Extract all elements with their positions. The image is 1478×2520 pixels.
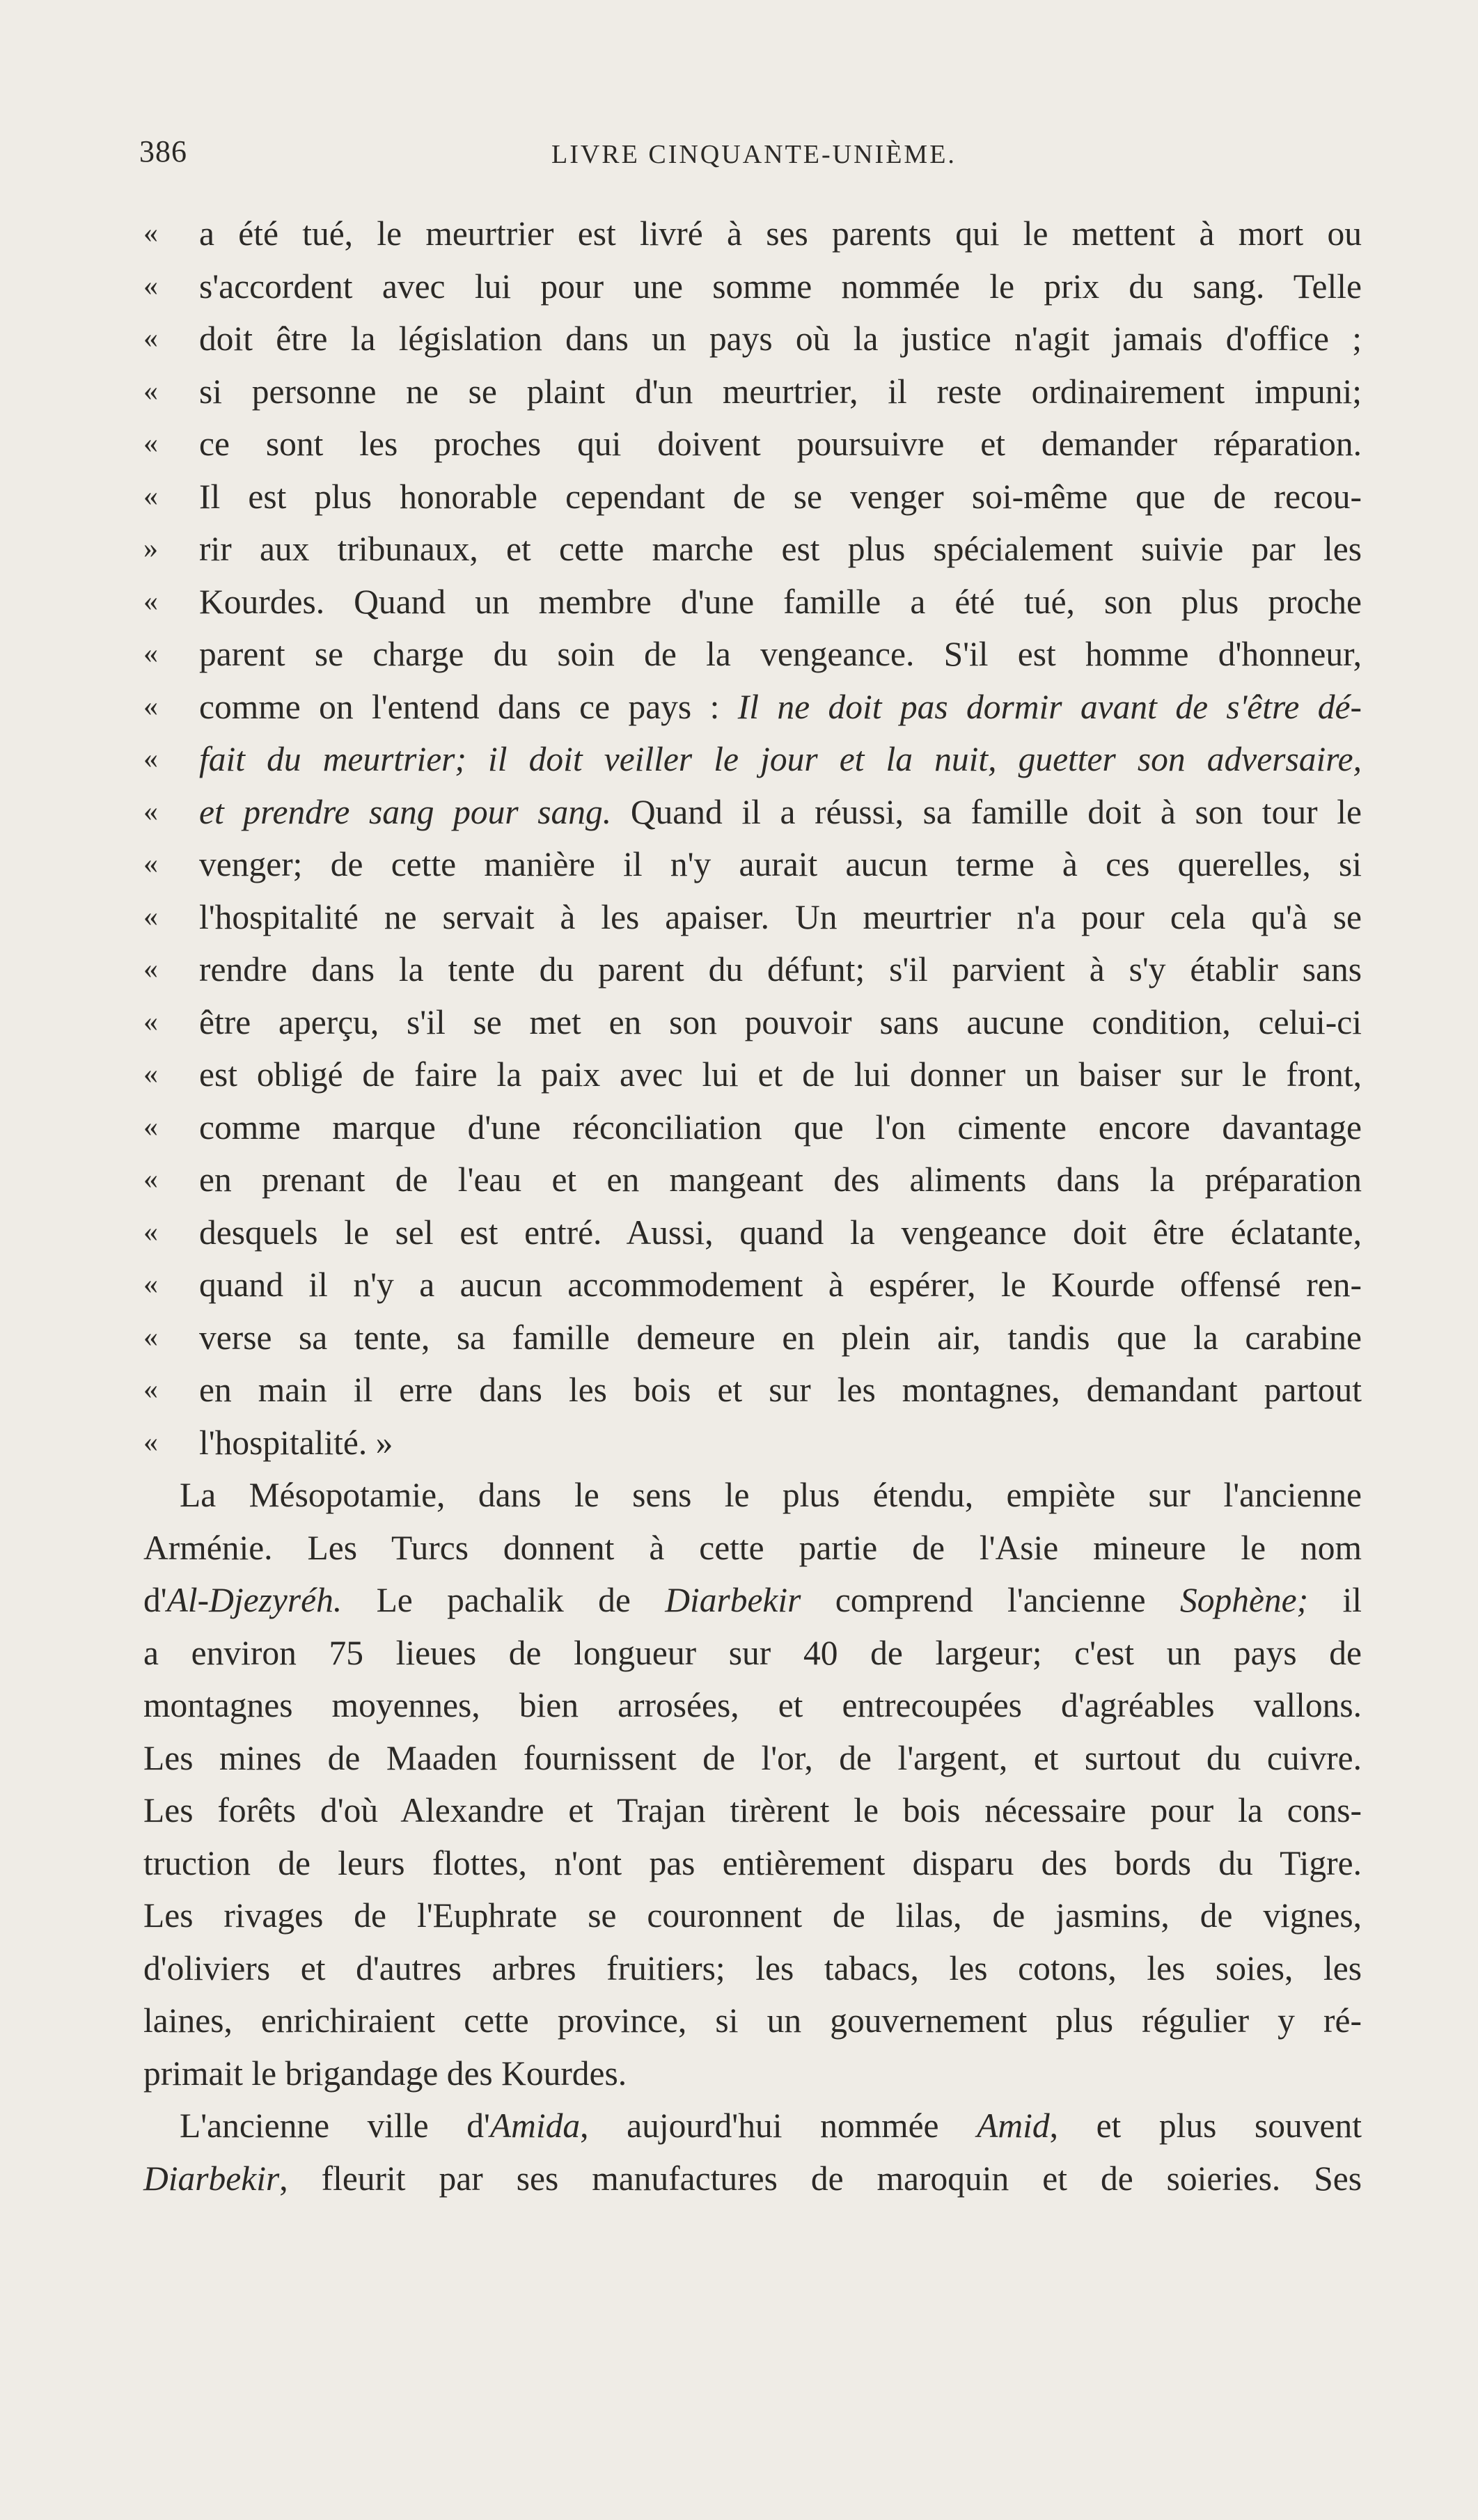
italic-text: Sophène; (1179, 1581, 1309, 1619)
text-line (143, 1206, 1362, 1259)
text-run: Les forêts d'où Alexandre et Trajan tirèrent le bois nécessaire pour la cons- (143, 1791, 1362, 1829)
quote-mark: « (143, 1215, 158, 1248)
text-run: Le pachalik de (342, 1581, 666, 1619)
quote-mark: « (143, 480, 158, 512)
text-run: rir aux tribunaux, et cette marche est plus spécialement suivie par les (199, 530, 1362, 568)
text-line (143, 1417, 1362, 1470)
text-run: comme marque d'une réconciliation que l'on cimente encore davantage (199, 1108, 1362, 1147)
quote-mark: « (143, 743, 158, 775)
text-run: Les mines de Maaden fournissent de l'or, de l'argent, et surtout du cuivre. (143, 1738, 1362, 1777)
text-run: a été tué, le meurtrier est livré à ses parents qui le mettent à mort ou (199, 214, 1362, 253)
text-line (143, 2047, 1362, 2100)
quote-mark: « (143, 1110, 158, 1143)
text-run: ce sont les proches qui doivent poursuivre et demander réparation. (199, 425, 1362, 463)
quote-mark: » (143, 533, 158, 565)
text-run: venger; de cette manière il n'y aurait aucun terme à ces querelles, si (199, 845, 1362, 883)
quote-mark: « (143, 1426, 158, 1458)
text-line (143, 1469, 1362, 1522)
text-line (143, 1732, 1362, 1785)
text-line (143, 523, 1362, 576)
text-line (143, 1627, 1362, 1680)
text-line (143, 1153, 1362, 1206)
text-line (143, 260, 1362, 313)
text-run: il (1308, 1581, 1362, 1619)
text-run: parent se charge du soin de la vengeance. S'il est homme d'honneur, (199, 635, 1362, 673)
text-run: La Mésopotamie, dans le sens le plus étendu, empiète sur l'ancienne (180, 1476, 1362, 1514)
text-run: , fleurit par ses manufactures de maroquin et de soieries. Ses (279, 2159, 1362, 2198)
text-run: a environ 75 lieues de longueur sur 40 de largeur; c'est un pays de (143, 1633, 1362, 1672)
text-run: rendre dans la tente du parent du défunt; s'il parvient à s'y établir sans (199, 950, 1362, 989)
quote-mark: « (143, 690, 158, 723)
text-run: l'hospitalité. » (199, 1423, 393, 1462)
text-run: primait le brigandage des Kourdes. (143, 2054, 627, 2093)
text-line (143, 1364, 1362, 1417)
italic-text: et prendre sang pour sang. (199, 792, 612, 831)
running-title: LIVRE CINQUANTE-UNIÈME. (551, 140, 957, 169)
italic-text: Amid (977, 2106, 1050, 2145)
text-line (143, 2152, 1362, 2205)
text-run: truction de leurs flottes, n'ont pas entièrement disparu des bords du Tigre. (143, 1843, 1362, 1882)
text-run: , et plus souvent (1049, 2106, 1362, 2145)
quote-mark: « (143, 269, 158, 302)
quote-mark: « (143, 427, 158, 459)
quote-mark: « (143, 1163, 158, 1195)
text-line (143, 1784, 1362, 1837)
italic-text: fait du meurtrier; il doit veiller le jour et la nuit, guetter son adversaire, (199, 740, 1362, 778)
italic-text: Amida (489, 2106, 581, 2145)
text-line (143, 2100, 1362, 2152)
text-run: Il est plus honorable cependant de se venger soi-même que de recou- (199, 477, 1362, 516)
text-line (143, 1522, 1362, 1575)
quote-mark: « (143, 638, 158, 670)
text-run: d' (143, 1581, 167, 1619)
quote-mark: « (143, 217, 158, 249)
text-run: Les rivages de l'Euphrate se couronnent de lilas, de jasmins, de vignes, (143, 1896, 1362, 1935)
text-line (143, 733, 1362, 786)
text-run: être aperçu, s'il se met en son pouvoir sans aucune condition, celui-ci (199, 1002, 1362, 1041)
text-run: laines, enrichiraient cette province, si un gouvernement plus régulier y ré- (143, 2001, 1362, 2040)
text-line (143, 891, 1362, 944)
text-run: quand il n'y a aucun accommodement à espérer, le Kourde offensé ren- (199, 1266, 1362, 1304)
text-line (143, 1101, 1362, 1154)
text-run: montagnes moyennes, bien arrosées, et entrecoupées d'agréables vallons. (143, 1686, 1362, 1724)
quote-mark: « (143, 585, 158, 617)
page-header (139, 134, 1365, 175)
text-run: Kourdes. Quand un membre d'une famille a été tué, son plus proche (199, 582, 1362, 621)
italic-text: Diarbekir (665, 1581, 801, 1619)
quote-mark: « (143, 953, 158, 985)
text-line (143, 1942, 1362, 1995)
italic-text: Diarbekir (143, 2159, 280, 2198)
text-line (143, 943, 1362, 996)
text-run: s'accordent avec lui pour une somme nommée le prix du sang. Telle (199, 267, 1362, 306)
italic-text: Il ne doit pas dormir avant de s'être dé- (737, 687, 1362, 726)
text-run: Quand il a réussi, sa famille doit à son tour le (611, 792, 1362, 831)
text-line (143, 628, 1362, 681)
text-run: si personne ne se plaint d'un meurtrier, il reste ordinairement impuni; (199, 372, 1362, 411)
text-line (143, 681, 1362, 734)
quote-mark: « (143, 795, 158, 828)
text-line (143, 1889, 1362, 1942)
text-run: en main il erre dans les bois et sur les montagnes, demandant partout (199, 1371, 1362, 1409)
text-run: , aujourd'hui nommée (580, 2106, 977, 2145)
text-run: en prenant de l'eau et en mangeant des aliments dans la préparation (199, 1160, 1362, 1199)
text-line (143, 786, 1362, 839)
text-line (143, 1312, 1362, 1364)
italic-text: Al-Djezyréh. (166, 1581, 343, 1619)
text-run: verse sa tente, sa famille demeure en plein air, tandis que la carabine (199, 1318, 1362, 1357)
quote-mark: « (143, 1373, 158, 1405)
text-run: doit être la législation dans un pays où la justice n'agit jamais d'office ; (199, 320, 1362, 358)
text-line (143, 838, 1362, 891)
quote-mark: « (143, 900, 158, 933)
text-run: d'oliviers et d'autres arbres fruitiers; les tabacs, les cotons, les soies, les (143, 1948, 1362, 1987)
text-line (143, 1574, 1362, 1627)
text-run: Arménie. Les Turcs donnent à cette partie de l'Asie mineure le nom (143, 1528, 1362, 1567)
text-run: comprend l'ancienne (801, 1581, 1180, 1619)
text-run: desquels le sel est entré. Aussi, quand la vengeance doit être éclatante, (199, 1213, 1362, 1252)
quote-mark: « (143, 1268, 158, 1300)
text-run: comme on l'entend dans ce pays : (199, 687, 738, 726)
page-number: 386 (139, 134, 187, 168)
text-run: est obligé de faire la paix avec lui et de lui donner un baiser sur le front, (199, 1055, 1362, 1094)
quote-mark: « (143, 1058, 158, 1090)
text-line (143, 365, 1362, 418)
text-line (143, 1048, 1362, 1101)
text-line (143, 1259, 1362, 1312)
text-line (143, 418, 1362, 471)
quote-mark: « (143, 1321, 158, 1353)
text-line (143, 1679, 1362, 1732)
text-line (143, 1994, 1362, 2047)
body-text (143, 207, 1362, 2205)
text-line (143, 471, 1362, 523)
text-line (143, 207, 1362, 260)
text-run: l'hospitalité ne servait à les apaiser. Un meurtrier n'a pour cela qu'à se (199, 897, 1362, 936)
quote-mark: « (143, 1005, 158, 1038)
text-line (143, 996, 1362, 1049)
text-line (143, 313, 1362, 365)
text-run: L'ancienne ville d' (180, 2106, 490, 2145)
text-line (143, 576, 1362, 629)
text-line (143, 1837, 1362, 1890)
quote-mark: « (143, 375, 158, 407)
quote-mark: « (143, 322, 158, 354)
quote-mark: « (143, 848, 158, 880)
